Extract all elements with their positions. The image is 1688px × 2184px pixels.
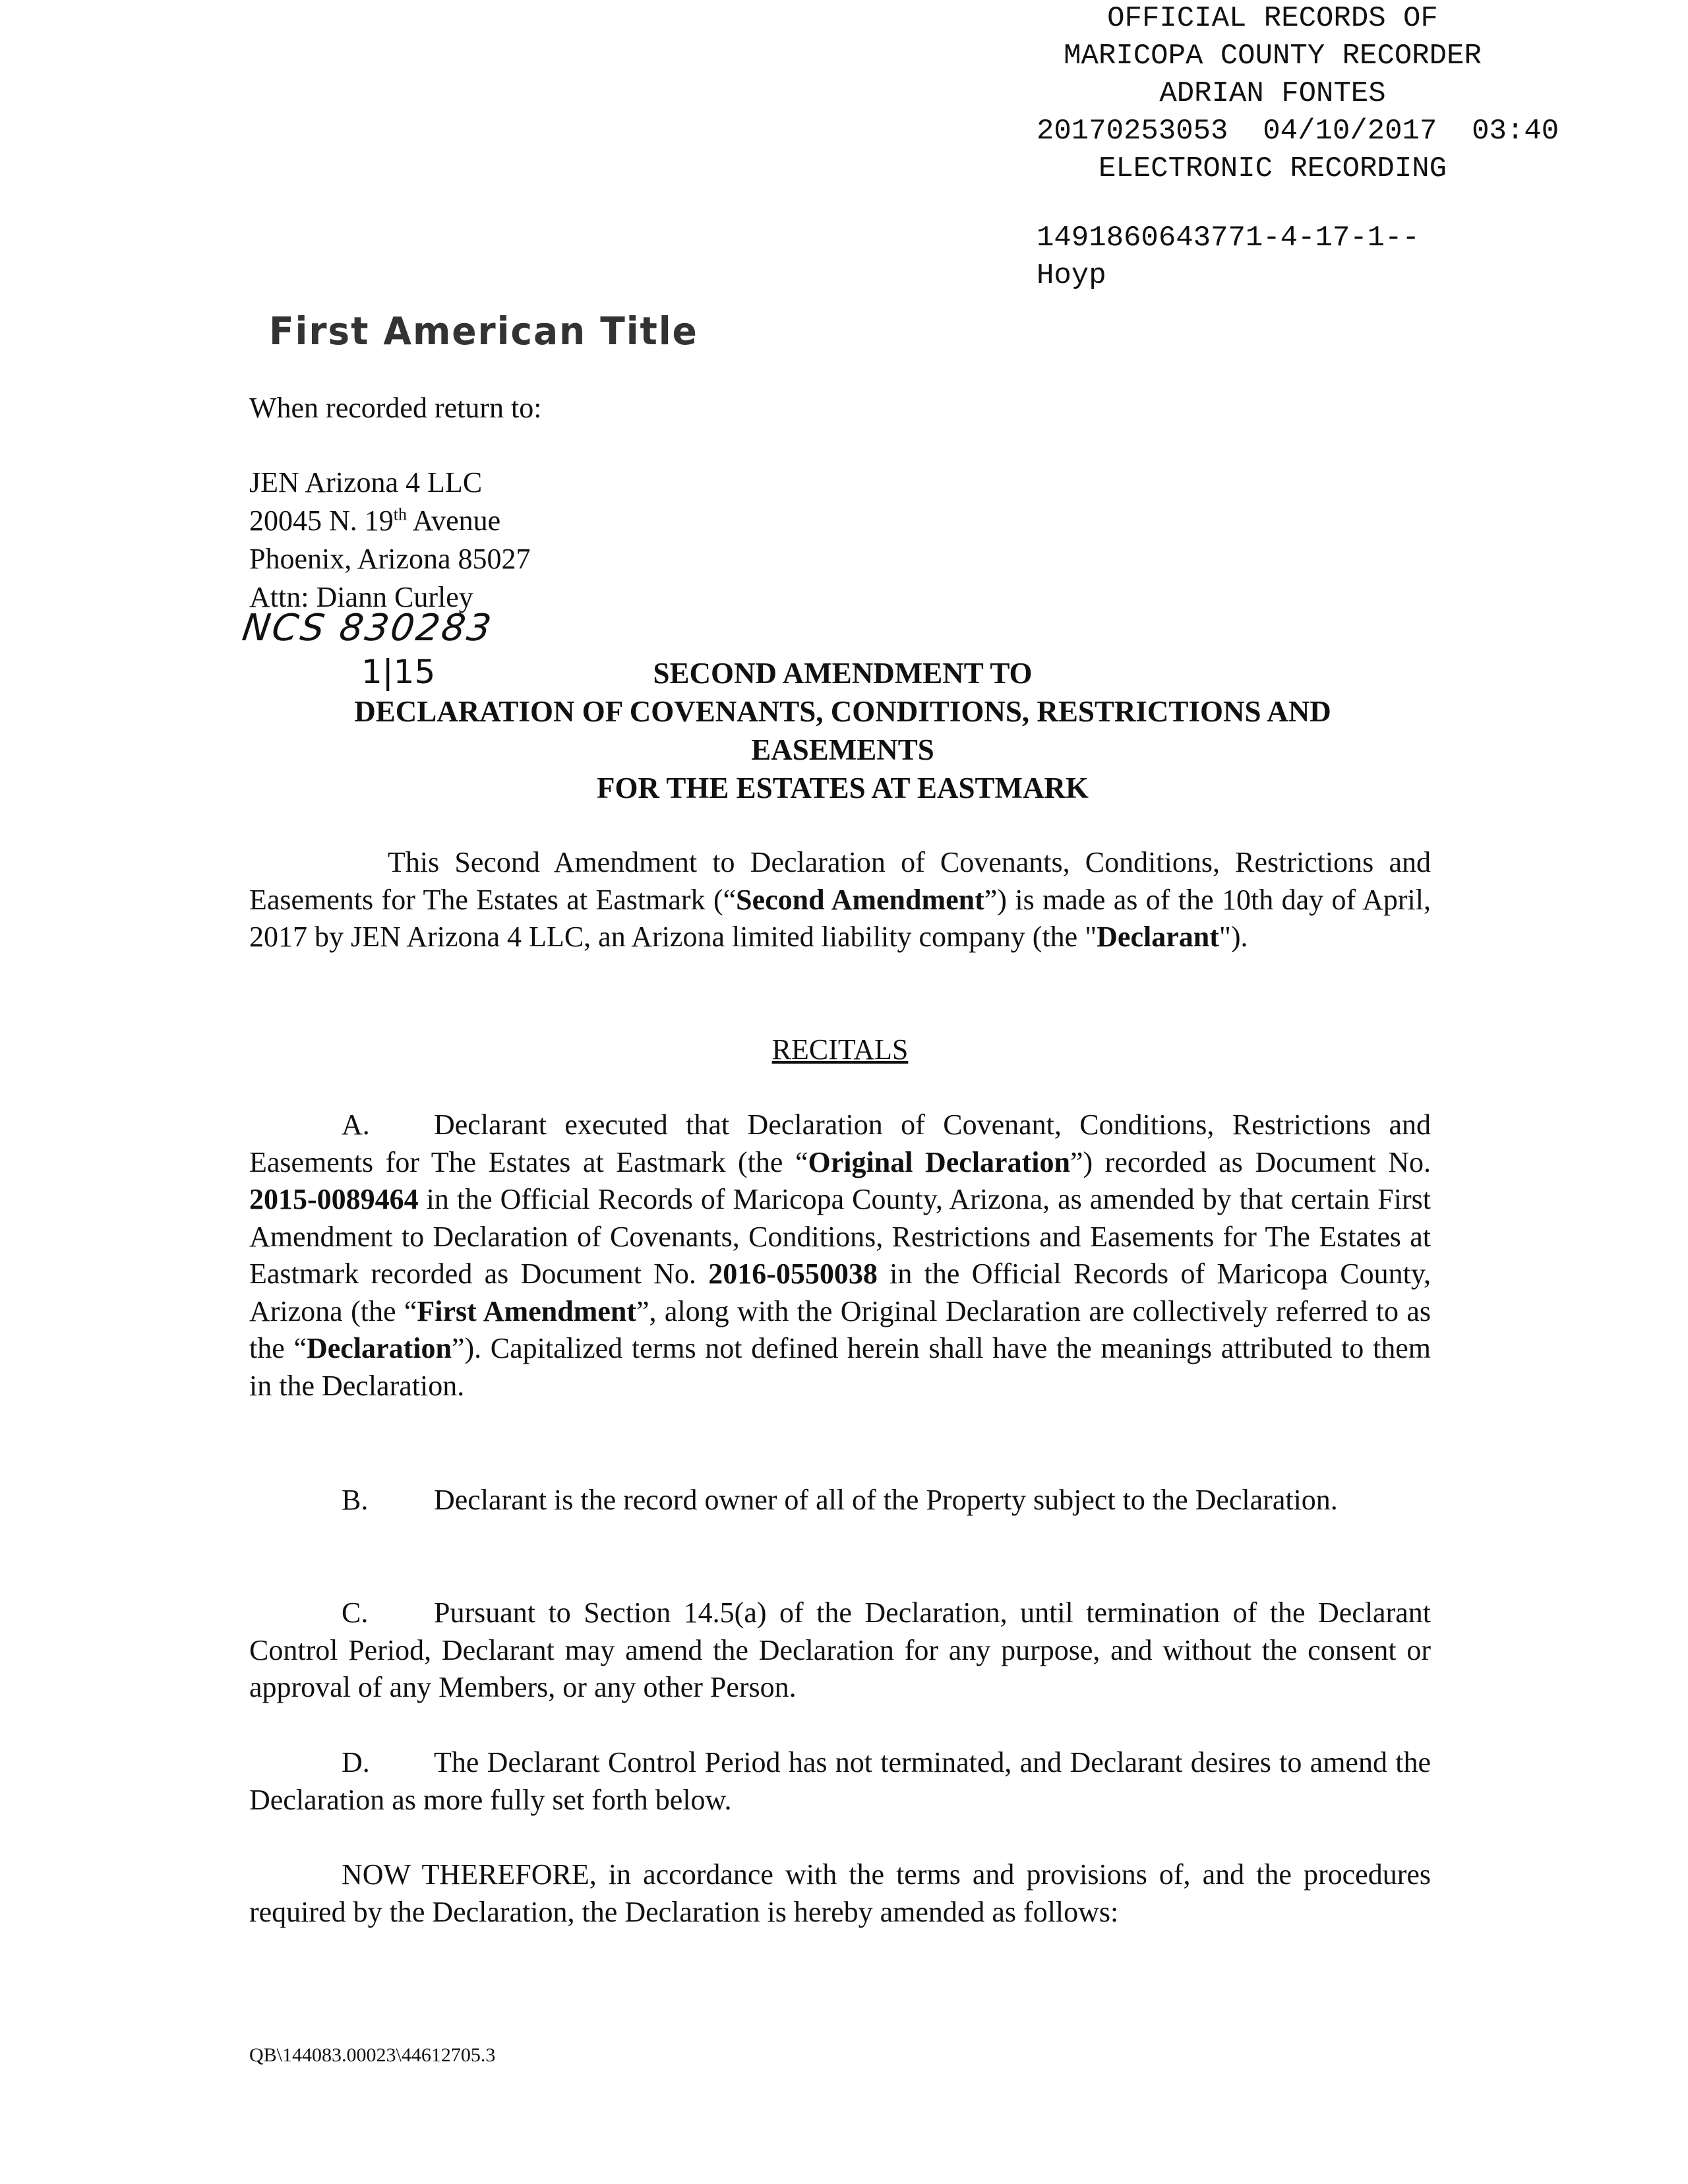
recitals-heading: RECITALS	[771, 1033, 909, 1066]
handwritten-note-order-number: NCS 830283	[239, 607, 496, 650]
recording-code-line-2: Hoyp	[1037, 259, 1106, 292]
return-street: 20045 N. 19th Avenue	[249, 504, 501, 537]
return-city: Phoenix, Arizona 85027	[249, 543, 531, 575]
recording-code	[1037, 220, 1420, 295]
return-label: When recorded return to:	[249, 392, 542, 424]
title-company-stamp: First American Title	[269, 309, 698, 353]
recorder-line-1: OFFICIAL RECORDS OF	[1107, 2, 1438, 35]
recorder-line-2: MARICOPA COUNTY RECORDER	[1064, 40, 1482, 73]
recording-number-date: 20170253053 04/10/2017 03:40	[1037, 115, 1559, 148]
return-name: JEN Arizona 4 LLC	[249, 466, 483, 499]
recital-c: C. Pursuant to Section 14.5(a) of the Declaration, until termination of the Declarant Control Period, Declarant may amend the Declaration for any purpose, and without the consent or approval of any Members, or any other Person.	[249, 1596, 1431, 1703]
recording-code-line-1: 1491860643771-4-17-1--	[1037, 222, 1420, 255]
now-therefore-paragraph: NOW THEREFORE, in accordance with the terms and provisions of, and the procedures required by the Declaration, the Declaration is hereby amended as follows:	[249, 1858, 1431, 1928]
recording-header	[1009, 0, 1688, 188]
handwritten-note-pages: 1|15	[361, 653, 436, 691]
title-line-1: SECOND AMENDMENT TO	[653, 657, 1033, 690]
intro-paragraph: This Second Amendment to Declaration of Covenants, Conditions, Restrictions and Easements for The Estates at Eastmark (“Second Amendment”) is made as of the 10th day of April, 2017 by JEN Arizona 4 LLC, an Arizona limited liability company (the "Declarant").	[249, 846, 1431, 953]
title-line-2: DECLARATION OF COVENANTS, CONDITIONS, RESTRICTIONS AND	[354, 695, 1331, 728]
recital-b: B. Declarant is the record owner of all of the Property subject to the Declaration.	[342, 1484, 1338, 1516]
document-footer-id: QB\144083.00023\44612705.3	[249, 2044, 496, 2066]
recital-d: D. The Declarant Control Period has not terminated, and Declarant desires to amend the Declaration as more fully set forth below.	[249, 1746, 1431, 1816]
document-title	[249, 654, 1436, 807]
title-line-3: EASEMENTS	[751, 733, 934, 766]
recording-type: ELECTRONIC RECORDING	[1098, 152, 1447, 185]
recital-a: A. Declarant executed that Declaration of Covenant, Conditions, Restrictions and Easements for The Estates at Eastmark (the “Original Declaration”) recorded as Document No. 2015-0089464 in the Official Records of Maricopa County, Arizona, as amended by that certain First Amendment to Declaration of Covenants, Conditions, Restrictions and Easements for The Estates at Eastmark recorded as Document No. 2016-0550038 in the Official Records of Maricopa County, Arizona (the “First Amendment”, along with the Original Declaration are collectively referred to as the “Declaration”). Capitalized terms not defined herein shall have the meanings attributed to them in the Declaration.	[249, 1108, 1431, 1402]
return-attn: Attn: Diann Curley	[249, 581, 473, 613]
return-address	[249, 464, 531, 617]
title-line-4: FOR THE ESTATES AT EASTMARK	[596, 772, 1089, 804]
recorder-line-3: ADRIAN FONTES	[1159, 77, 1386, 110]
